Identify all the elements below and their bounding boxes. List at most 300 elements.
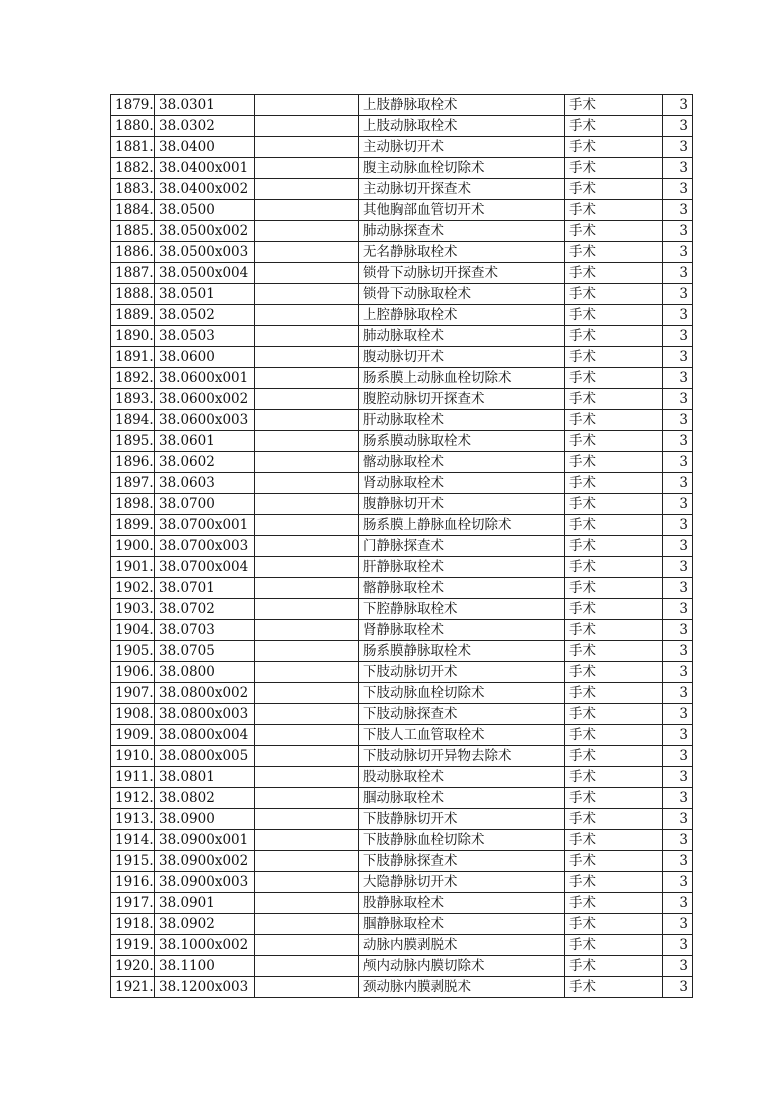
procedure-level: 3 xyxy=(663,872,693,893)
procedure-type: 手术 xyxy=(565,599,663,620)
procedure-type: 手术 xyxy=(565,368,663,389)
procedure-level: 3 xyxy=(663,704,693,725)
row-index: 1887. xyxy=(111,263,155,284)
procedure-name: 腹静脉切开术 xyxy=(359,494,565,515)
row-index: 1919. xyxy=(111,935,155,956)
blank-cell xyxy=(255,893,359,914)
procedure-level: 3 xyxy=(663,914,693,935)
blank-cell xyxy=(255,347,359,368)
procedure-level: 3 xyxy=(663,956,693,977)
blank-cell xyxy=(255,431,359,452)
row-index: 1910. xyxy=(111,746,155,767)
blank-cell xyxy=(255,179,359,200)
procedure-level: 3 xyxy=(663,95,693,116)
procedure-name: 肺动脉取栓术 xyxy=(359,326,565,347)
procedure-type: 手术 xyxy=(565,620,663,641)
table-row xyxy=(111,494,693,515)
procedure-type: 手术 xyxy=(565,179,663,200)
procedure-name: 颅内动脉内膜切除术 xyxy=(359,956,565,977)
procedure-code: 38.0801 xyxy=(155,767,255,788)
table-row xyxy=(111,578,693,599)
procedure-type: 手术 xyxy=(565,788,663,809)
procedure-code: 38.0501 xyxy=(155,284,255,305)
procedure-code: 38.0603 xyxy=(155,473,255,494)
table-row xyxy=(111,683,693,704)
procedure-type: 手术 xyxy=(565,389,663,410)
row-index: 1917. xyxy=(111,893,155,914)
procedure-code: 38.0800x003 xyxy=(155,704,255,725)
procedure-name: 下肢动脉切开术 xyxy=(359,662,565,683)
procedure-name: 下肢动脉探查术 xyxy=(359,704,565,725)
blank-cell xyxy=(255,263,359,284)
row-index: 1916. xyxy=(111,872,155,893)
blank-cell xyxy=(255,977,359,998)
procedure-name: 下肢动脉切开异物去除术 xyxy=(359,746,565,767)
blank-cell xyxy=(255,305,359,326)
table-row xyxy=(111,452,693,473)
blank-cell xyxy=(255,452,359,473)
procedure-code: 38.0800 xyxy=(155,662,255,683)
procedure-level: 3 xyxy=(663,221,693,242)
row-index: 1898. xyxy=(111,494,155,515)
procedure-level: 3 xyxy=(663,410,693,431)
procedure-level: 3 xyxy=(663,788,693,809)
procedure-level: 3 xyxy=(663,263,693,284)
procedure-code: 38.0702 xyxy=(155,599,255,620)
row-index: 1909. xyxy=(111,725,155,746)
procedure-type: 手术 xyxy=(565,956,663,977)
procedure-level: 3 xyxy=(663,893,693,914)
table-row xyxy=(111,116,693,137)
procedure-level: 3 xyxy=(663,851,693,872)
procedure-code: 38.0602 xyxy=(155,452,255,473)
procedure-name: 上肢静脉取栓术 xyxy=(359,95,565,116)
procedure-level: 3 xyxy=(663,830,693,851)
blank-cell xyxy=(255,284,359,305)
table-row xyxy=(111,599,693,620)
procedure-level: 3 xyxy=(663,767,693,788)
table-row xyxy=(111,767,693,788)
procedure-code: 38.0601 xyxy=(155,431,255,452)
blank-cell xyxy=(255,200,359,221)
procedure-name: 锁骨下动脉取栓术 xyxy=(359,284,565,305)
procedure-level: 3 xyxy=(663,641,693,662)
procedure-name: 下肢人工血管取栓术 xyxy=(359,725,565,746)
procedure-level: 3 xyxy=(663,347,693,368)
row-index: 1894. xyxy=(111,410,155,431)
procedure-name: 上肢动脉取栓术 xyxy=(359,116,565,137)
table-row xyxy=(111,389,693,410)
table-row xyxy=(111,851,693,872)
row-index: 1904. xyxy=(111,620,155,641)
procedure-name: 髂静脉取栓术 xyxy=(359,578,565,599)
table-row xyxy=(111,914,693,935)
blank-cell xyxy=(255,809,359,830)
row-index: 1912. xyxy=(111,788,155,809)
procedure-code: 38.0302 xyxy=(155,116,255,137)
row-index: 1892. xyxy=(111,368,155,389)
table-row xyxy=(111,305,693,326)
procedure-code: 38.0502 xyxy=(155,305,255,326)
procedure-name: 下肢静脉血栓切除术 xyxy=(359,830,565,851)
procedure-type: 手术 xyxy=(565,935,663,956)
procedure-level: 3 xyxy=(663,305,693,326)
table-row xyxy=(111,347,693,368)
procedure-type: 手术 xyxy=(565,305,663,326)
procedure-code: 38.0703 xyxy=(155,620,255,641)
procedure-code: 38.0600 xyxy=(155,347,255,368)
blank-cell xyxy=(255,704,359,725)
procedure-type: 手术 xyxy=(565,515,663,536)
procedure-code: 38.0500x004 xyxy=(155,263,255,284)
row-index: 1889. xyxy=(111,305,155,326)
procedure-code: 38.0700x003 xyxy=(155,536,255,557)
procedure-code: 38.0800x004 xyxy=(155,725,255,746)
table-row xyxy=(111,725,693,746)
procedure-code: 38.0800x002 xyxy=(155,683,255,704)
table-row xyxy=(111,977,693,998)
procedure-name: 肝动脉取栓术 xyxy=(359,410,565,431)
procedure-name: 下肢静脉探查术 xyxy=(359,851,565,872)
procedure-type: 手术 xyxy=(565,431,663,452)
table-row xyxy=(111,284,693,305)
row-index: 1891. xyxy=(111,347,155,368)
row-index: 1901. xyxy=(111,557,155,578)
blank-cell xyxy=(255,95,359,116)
table-row xyxy=(111,158,693,179)
row-index: 1881. xyxy=(111,137,155,158)
procedure-level: 3 xyxy=(663,431,693,452)
procedure-level: 3 xyxy=(663,158,693,179)
procedure-name: 下肢静脉切开术 xyxy=(359,809,565,830)
procedure-type: 手术 xyxy=(565,200,663,221)
procedure-type: 手术 xyxy=(565,683,663,704)
row-index: 1883. xyxy=(111,179,155,200)
row-index: 1902. xyxy=(111,578,155,599)
procedure-level: 3 xyxy=(663,620,693,641)
procedure-name: 腹腔动脉切开探查术 xyxy=(359,389,565,410)
row-index: 1880. xyxy=(111,116,155,137)
procedure-code: 38.0400x002 xyxy=(155,179,255,200)
procedure-type: 手术 xyxy=(565,557,663,578)
table-row xyxy=(111,536,693,557)
procedure-table xyxy=(110,94,693,998)
table-row xyxy=(111,557,693,578)
procedure-type: 手术 xyxy=(565,452,663,473)
procedure-type: 手术 xyxy=(565,263,663,284)
row-index: 1895. xyxy=(111,431,155,452)
procedure-level: 3 xyxy=(663,284,693,305)
procedure-type: 手术 xyxy=(565,116,663,137)
row-index: 1918. xyxy=(111,914,155,935)
procedure-code: 38.0500 xyxy=(155,200,255,221)
row-index: 1900. xyxy=(111,536,155,557)
table-row xyxy=(111,431,693,452)
table-row xyxy=(111,935,693,956)
blank-cell xyxy=(255,116,359,137)
procedure-type: 手术 xyxy=(565,410,663,431)
row-index: 1884. xyxy=(111,200,155,221)
row-index: 1911. xyxy=(111,767,155,788)
table-row xyxy=(111,788,693,809)
procedure-level: 3 xyxy=(663,452,693,473)
row-index: 1907. xyxy=(111,683,155,704)
procedure-code: 38.0701 xyxy=(155,578,255,599)
row-index: 1879. xyxy=(111,95,155,116)
procedure-level: 3 xyxy=(663,536,693,557)
row-index: 1899. xyxy=(111,515,155,536)
procedure-level: 3 xyxy=(663,809,693,830)
blank-cell xyxy=(255,851,359,872)
blank-cell xyxy=(255,767,359,788)
procedure-name: 肾动脉取栓术 xyxy=(359,473,565,494)
table-row xyxy=(111,368,693,389)
blank-cell xyxy=(255,494,359,515)
procedure-code: 38.0800x005 xyxy=(155,746,255,767)
row-index: 1897. xyxy=(111,473,155,494)
row-index: 1885. xyxy=(111,221,155,242)
procedure-name: 肠系膜上静脉血栓切除术 xyxy=(359,515,565,536)
procedure-name: 肠系膜静脉取栓术 xyxy=(359,641,565,662)
procedure-name: 股动脉取栓术 xyxy=(359,767,565,788)
procedure-name: 肝静脉取栓术 xyxy=(359,557,565,578)
procedure-type: 手术 xyxy=(565,725,663,746)
procedure-code: 38.0700x004 xyxy=(155,557,255,578)
blank-cell xyxy=(255,830,359,851)
row-index: 1906. xyxy=(111,662,155,683)
blank-cell xyxy=(255,410,359,431)
procedure-code: 38.0600x003 xyxy=(155,410,255,431)
procedure-level: 3 xyxy=(663,242,693,263)
blank-cell xyxy=(255,746,359,767)
procedure-table-body xyxy=(111,95,693,998)
blank-cell xyxy=(255,683,359,704)
procedure-type: 手术 xyxy=(565,536,663,557)
procedure-name: 腘动脉取栓术 xyxy=(359,788,565,809)
procedure-type: 手术 xyxy=(565,893,663,914)
procedure-level: 3 xyxy=(663,725,693,746)
blank-cell xyxy=(255,725,359,746)
row-index: 1921. xyxy=(111,977,155,998)
procedure-type: 手术 xyxy=(565,851,663,872)
procedure-name: 主动脉切开探查术 xyxy=(359,179,565,200)
table-row xyxy=(111,872,693,893)
table-row xyxy=(111,893,693,914)
table-row xyxy=(111,200,693,221)
procedure-name: 肾静脉取栓术 xyxy=(359,620,565,641)
procedure-type: 手术 xyxy=(565,473,663,494)
procedure-level: 3 xyxy=(663,557,693,578)
table-row xyxy=(111,641,693,662)
blank-cell xyxy=(255,872,359,893)
procedure-level: 3 xyxy=(663,179,693,200)
procedure-level: 3 xyxy=(663,578,693,599)
blank-cell xyxy=(255,389,359,410)
procedure-type: 手术 xyxy=(565,494,663,515)
table-row xyxy=(111,263,693,284)
row-index: 1888. xyxy=(111,284,155,305)
procedure-level: 3 xyxy=(663,116,693,137)
procedure-name: 大隐静脉切开术 xyxy=(359,872,565,893)
procedure-code: 38.0503 xyxy=(155,326,255,347)
procedure-name: 腹动脉切开术 xyxy=(359,347,565,368)
blank-cell xyxy=(255,935,359,956)
procedure-type: 手术 xyxy=(565,158,663,179)
row-index: 1890. xyxy=(111,326,155,347)
row-index: 1914. xyxy=(111,830,155,851)
procedure-type: 手术 xyxy=(565,809,663,830)
procedure-level: 3 xyxy=(663,977,693,998)
blank-cell xyxy=(255,326,359,347)
procedure-code: 38.0900x001 xyxy=(155,830,255,851)
table-row xyxy=(111,242,693,263)
procedure-name: 肠系膜上动脉血栓切除术 xyxy=(359,368,565,389)
blank-cell xyxy=(255,578,359,599)
procedure-name: 髂动脉取栓术 xyxy=(359,452,565,473)
procedure-name: 颈动脉内膜剥脱术 xyxy=(359,977,565,998)
table-row xyxy=(111,662,693,683)
blank-cell xyxy=(255,158,359,179)
procedure-type: 手术 xyxy=(565,767,663,788)
procedure-name: 其他胸部血管切开术 xyxy=(359,200,565,221)
blank-cell xyxy=(255,137,359,158)
procedure-code: 38.0900 xyxy=(155,809,255,830)
table-row xyxy=(111,746,693,767)
row-index: 1905. xyxy=(111,641,155,662)
table-row xyxy=(111,179,693,200)
table-row xyxy=(111,410,693,431)
procedure-level: 3 xyxy=(663,935,693,956)
table-row xyxy=(111,809,693,830)
blank-cell xyxy=(255,515,359,536)
procedure-code: 38.1100 xyxy=(155,956,255,977)
procedure-type: 手术 xyxy=(565,830,663,851)
procedure-code: 38.0700x001 xyxy=(155,515,255,536)
row-index: 1903. xyxy=(111,599,155,620)
procedure-code: 38.0400x001 xyxy=(155,158,255,179)
table-row xyxy=(111,620,693,641)
procedure-code: 38.0600x002 xyxy=(155,389,255,410)
procedure-type: 手术 xyxy=(565,347,663,368)
procedure-name: 肺动脉探查术 xyxy=(359,221,565,242)
procedure-level: 3 xyxy=(663,326,693,347)
procedure-code: 38.0700 xyxy=(155,494,255,515)
blank-cell xyxy=(255,620,359,641)
row-index: 1913. xyxy=(111,809,155,830)
table-row xyxy=(111,956,693,977)
blank-cell xyxy=(255,368,359,389)
procedure-code: 38.0802 xyxy=(155,788,255,809)
procedure-code: 38.0705 xyxy=(155,641,255,662)
procedure-code: 38.0900x002 xyxy=(155,851,255,872)
blank-cell xyxy=(255,956,359,977)
table-row xyxy=(111,326,693,347)
procedure-level: 3 xyxy=(663,494,693,515)
procedure-type: 手术 xyxy=(565,914,663,935)
procedure-level: 3 xyxy=(663,473,693,494)
procedure-level: 3 xyxy=(663,368,693,389)
blank-cell xyxy=(255,914,359,935)
blank-cell xyxy=(255,662,359,683)
procedure-name: 腹主动脉血栓切除术 xyxy=(359,158,565,179)
procedure-type: 手术 xyxy=(565,977,663,998)
procedure-level: 3 xyxy=(663,200,693,221)
row-index: 1915. xyxy=(111,851,155,872)
table-row xyxy=(111,221,693,242)
table-row xyxy=(111,830,693,851)
row-index: 1893. xyxy=(111,389,155,410)
procedure-level: 3 xyxy=(663,515,693,536)
blank-cell xyxy=(255,242,359,263)
blank-cell xyxy=(255,221,359,242)
blank-cell xyxy=(255,788,359,809)
procedure-code: 38.0400 xyxy=(155,137,255,158)
procedure-name: 腘静脉取栓术 xyxy=(359,914,565,935)
procedure-level: 3 xyxy=(663,746,693,767)
procedure-code: 38.0902 xyxy=(155,914,255,935)
procedure-type: 手术 xyxy=(565,704,663,725)
procedure-level: 3 xyxy=(663,599,693,620)
procedure-name: 动脉内膜剥脱术 xyxy=(359,935,565,956)
blank-cell xyxy=(255,536,359,557)
procedure-type: 手术 xyxy=(565,662,663,683)
procedure-code: 38.0500x002 xyxy=(155,221,255,242)
procedure-type: 手术 xyxy=(565,872,663,893)
blank-cell xyxy=(255,641,359,662)
procedure-name: 下腔静脉取栓术 xyxy=(359,599,565,620)
procedure-type: 手术 xyxy=(565,578,663,599)
procedure-type: 手术 xyxy=(565,326,663,347)
blank-cell xyxy=(255,473,359,494)
table-row xyxy=(111,95,693,116)
procedure-level: 3 xyxy=(663,683,693,704)
procedure-name: 下肢动脉血栓切除术 xyxy=(359,683,565,704)
row-index: 1908. xyxy=(111,704,155,725)
procedure-code: 38.1000x002 xyxy=(155,935,255,956)
procedure-name: 无名静脉取栓术 xyxy=(359,242,565,263)
procedure-type: 手术 xyxy=(565,746,663,767)
procedure-name: 主动脉切开术 xyxy=(359,137,565,158)
row-index: 1920. xyxy=(111,956,155,977)
procedure-type: 手术 xyxy=(565,221,663,242)
procedure-type: 手术 xyxy=(565,242,663,263)
procedure-name: 股静脉取栓术 xyxy=(359,893,565,914)
table-row xyxy=(111,137,693,158)
procedure-type: 手术 xyxy=(565,137,663,158)
procedure-name: 上腔静脉取栓术 xyxy=(359,305,565,326)
procedure-level: 3 xyxy=(663,662,693,683)
procedure-level: 3 xyxy=(663,389,693,410)
procedure-type: 手术 xyxy=(565,95,663,116)
procedure-name: 肠系膜动脉取栓术 xyxy=(359,431,565,452)
procedure-type: 手术 xyxy=(565,641,663,662)
procedure-code: 38.0600x001 xyxy=(155,368,255,389)
table-row xyxy=(111,473,693,494)
procedure-code: 38.0301 xyxy=(155,95,255,116)
table-row xyxy=(111,704,693,725)
procedure-type: 手术 xyxy=(565,284,663,305)
procedure-code: 38.1200x003 xyxy=(155,977,255,998)
procedure-code: 38.0900x003 xyxy=(155,872,255,893)
row-index: 1882. xyxy=(111,158,155,179)
table-row xyxy=(111,515,693,536)
blank-cell xyxy=(255,557,359,578)
procedure-name: 锁骨下动脉切开探查术 xyxy=(359,263,565,284)
procedure-code: 38.0901 xyxy=(155,893,255,914)
procedure-code: 38.0500x003 xyxy=(155,242,255,263)
row-index: 1896. xyxy=(111,452,155,473)
row-index: 1886. xyxy=(111,242,155,263)
